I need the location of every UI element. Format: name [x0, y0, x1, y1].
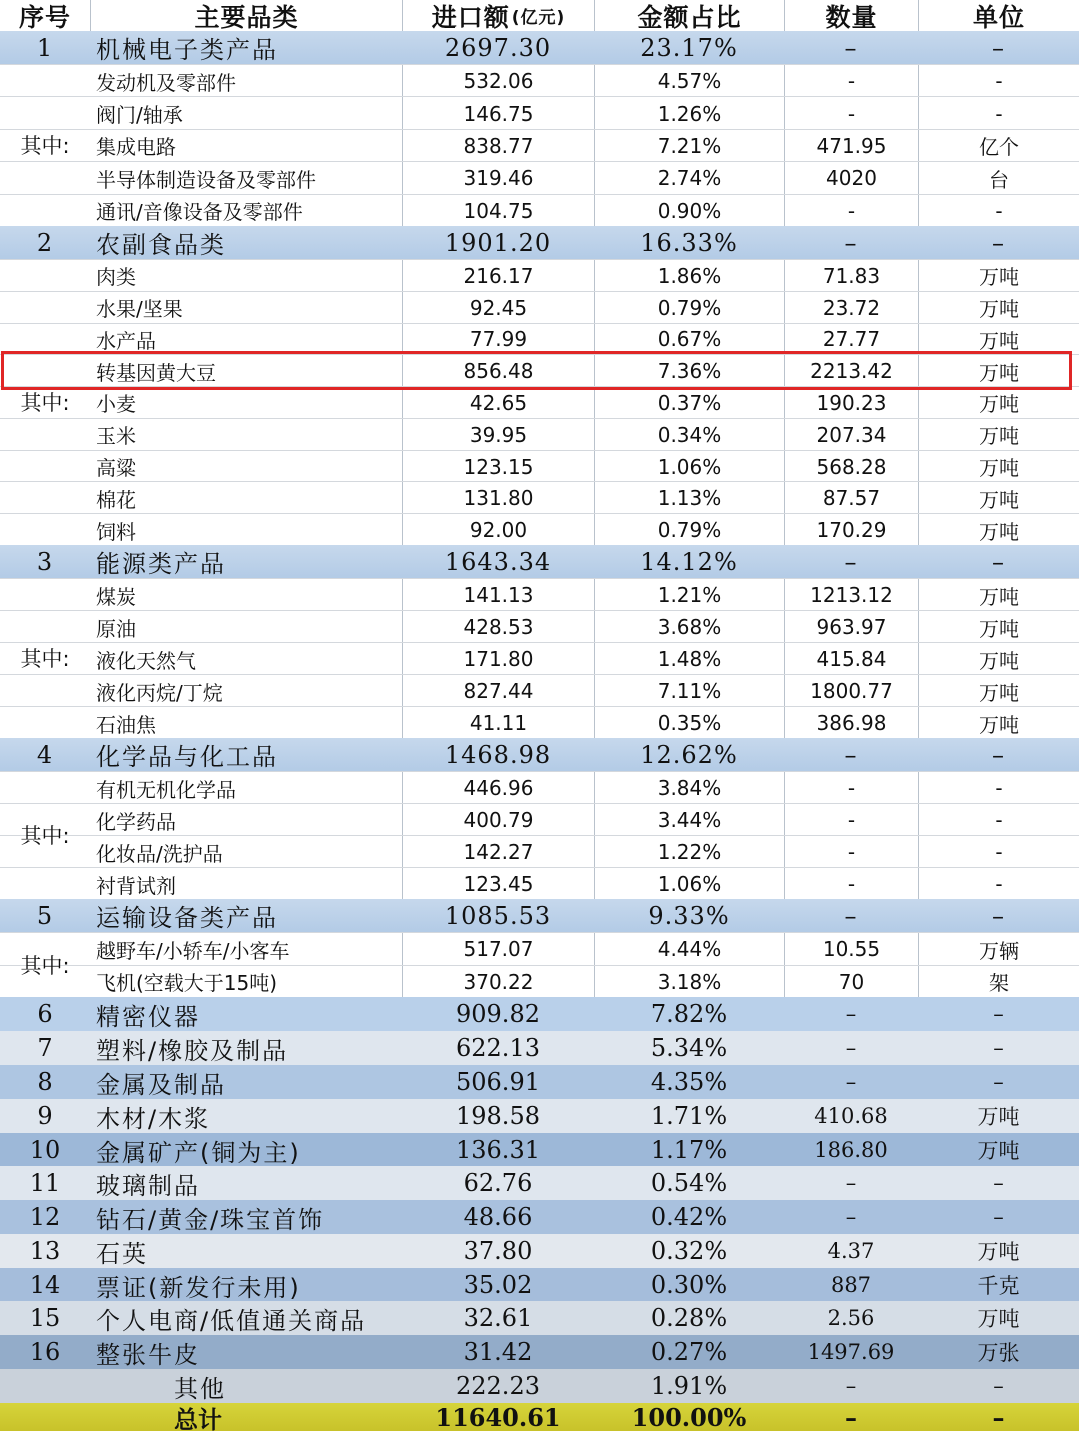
cell-qty: -	[784, 97, 918, 129]
cell-value: 141.13	[402, 579, 594, 611]
header-idx: 序号	[18, 2, 71, 32]
cell-qty: 1800.77	[784, 675, 918, 707]
cell-value: 532.06	[402, 65, 594, 97]
cell-qty: 2.56	[827, 1306, 875, 1330]
cell-pct: 0.54%	[650, 1169, 728, 1197]
item-row	[0, 386, 1079, 419]
category-row	[0, 1301, 1079, 1335]
total-row	[0, 1402, 1079, 1434]
cell-name: 木材/木浆	[96, 1104, 211, 1133]
cell-qty: 1213.12	[784, 579, 918, 611]
cell-unit: 亿个	[918, 130, 1079, 162]
category-row	[0, 1335, 1079, 1369]
cell-name: 石油焦	[96, 712, 156, 737]
cell-pct: 1.91%	[650, 1372, 728, 1400]
group-label: 其中:	[20, 953, 70, 978]
cell-pct: 0.27%	[650, 1338, 728, 1366]
cell-name: 原油	[96, 616, 136, 641]
cell-value: 216.17	[402, 260, 594, 292]
item-row	[0, 965, 1079, 999]
cell-unit: –	[992, 33, 1005, 62]
cell-qty: 568.28	[784, 451, 918, 483]
cell-unit: -	[918, 804, 1079, 836]
cell-unit: –	[992, 228, 1005, 257]
cell-value: 222.23	[456, 1372, 540, 1400]
item-row	[0, 354, 1079, 387]
cell-unit: 万吨	[918, 514, 1079, 546]
cell-qty: 170.29	[784, 514, 918, 546]
header-unit: 单位	[918, 0, 1079, 31]
cell-name: 运输设备类产品	[96, 904, 278, 932]
cell-qty: –	[845, 1036, 857, 1060]
cell-value: 123.45	[402, 868, 594, 900]
item-row	[0, 96, 1079, 129]
cell-name: 飞机(空载大于15吨)	[96, 971, 278, 996]
cell-pct: 0.42%	[650, 1203, 728, 1231]
cell-name: 总计	[174, 1404, 222, 1434]
cell-unit: 万辆	[918, 933, 1079, 966]
category-row	[0, 1268, 1079, 1302]
item-row	[0, 932, 1079, 966]
cell-value: 42.65	[402, 387, 594, 419]
cell-qty: 410.68	[814, 1104, 888, 1128]
cell-idx: 12	[29, 1203, 61, 1231]
cell-idx: 16	[29, 1338, 61, 1366]
item-row	[0, 578, 1079, 611]
cell-idx: 6	[37, 1000, 53, 1028]
cell-qty: 4.37	[827, 1239, 875, 1263]
cell-pct: 3.84%	[594, 772, 784, 804]
cell-value: 856.48	[402, 355, 594, 387]
item-row	[0, 450, 1079, 483]
cell-qty: 27.77	[784, 324, 918, 356]
cell-pct: 9.33%	[648, 901, 730, 930]
cell-value: 48.66	[463, 1203, 533, 1231]
category-row	[0, 1031, 1079, 1065]
item-row	[0, 674, 1079, 707]
cell-name: 高粱	[96, 456, 136, 481]
cell-pct: 3.18%	[594, 966, 784, 999]
cell-name: 钻石/黄金/珠宝首饰	[96, 1205, 325, 1234]
cell-value: 838.77	[402, 130, 594, 162]
cell-qty: –	[844, 901, 858, 930]
header-value-unit: (亿元)	[511, 8, 566, 28]
cell-unit: 万吨	[918, 260, 1079, 292]
cell-idx: 5	[36, 901, 54, 930]
cell-qty: 23.72	[784, 292, 918, 324]
cell-pct: 3.44%	[594, 804, 784, 836]
cell-name: 其他	[174, 1374, 226, 1403]
cell-unit: -	[918, 868, 1079, 900]
category-row	[0, 997, 1079, 1031]
header-name: 主要品类	[90, 0, 402, 31]
cell-value: 1468.98	[444, 740, 552, 769]
item-row	[0, 803, 1079, 836]
item-row	[0, 513, 1079, 546]
cell-pct: 7.36%	[594, 355, 784, 387]
item-row	[0, 481, 1079, 514]
cell-pct: 0.67%	[594, 324, 784, 356]
cell-unit: –	[993, 1205, 1004, 1229]
cell-qty: 386.98	[784, 707, 918, 739]
cell-pct: 1.13%	[594, 482, 784, 514]
cell-idx: 8	[37, 1068, 53, 1096]
cell-qty: –	[845, 1171, 857, 1195]
cell-qty: -	[784, 804, 918, 836]
category-row	[0, 226, 1079, 259]
cell-qty: -	[784, 195, 918, 227]
item-row	[0, 291, 1079, 324]
cell-pct: 0.79%	[594, 292, 784, 324]
cell-pct: 14.12%	[640, 547, 738, 576]
item-row	[0, 867, 1079, 900]
cell-unit: –	[992, 547, 1005, 576]
cell-qty: –	[844, 33, 858, 62]
cell-value: 142.27	[402, 836, 594, 868]
cell-unit: 万张	[977, 1341, 1020, 1365]
cell-idx: 1	[36, 33, 54, 62]
cell-pct: 0.30%	[650, 1271, 728, 1299]
cell-idx: 10	[29, 1136, 61, 1164]
cell-qty: –	[845, 1002, 857, 1026]
cell-qty: 2213.42	[784, 355, 918, 387]
header-value	[402, 0, 594, 31]
cell-value: 77.99	[402, 324, 594, 356]
cell-unit: –	[993, 1002, 1004, 1026]
cell-name: 发动机及零部件	[96, 70, 236, 95]
header-qty: 数量	[784, 0, 918, 31]
cell-unit: 架	[918, 966, 1079, 999]
cell-qty: 963.97	[784, 611, 918, 643]
cell-unit: 万吨	[918, 387, 1079, 419]
cell-qty: –	[844, 547, 858, 576]
cell-name: 集成电路	[96, 135, 176, 160]
cell-value: 32.61	[463, 1304, 533, 1332]
cell-value: 909.82	[456, 1000, 540, 1028]
cell-pct: 4.57%	[594, 65, 784, 97]
cell-idx: 11	[29, 1169, 61, 1197]
header-pct: 金额占比	[594, 0, 784, 31]
cell-unit: –	[993, 1070, 1004, 1094]
cell-value: 92.00	[402, 514, 594, 546]
item-row	[0, 771, 1079, 804]
cell-qty: 190.23	[784, 387, 918, 419]
cell-value: 37.80	[463, 1237, 533, 1265]
cell-value: 319.46	[402, 162, 594, 194]
cell-value: 428.53	[402, 611, 594, 643]
cell-idx: 7	[37, 1034, 53, 1062]
cell-pct: 0.79%	[594, 514, 784, 546]
cell-qty: -	[784, 836, 918, 868]
cell-value: 136.31	[456, 1136, 540, 1164]
cell-name: 棉花	[96, 487, 136, 512]
cell-value: 827.44	[402, 675, 594, 707]
cell-pct: 0.34%	[594, 419, 784, 451]
cell-unit: –	[993, 1171, 1004, 1195]
cell-unit: –	[993, 1374, 1004, 1398]
cell-pct: 7.82%	[650, 1000, 728, 1028]
cell-name: 化学品与化工品	[96, 743, 278, 771]
cell-pct: 0.37%	[594, 387, 784, 419]
cell-unit: 万吨	[977, 1307, 1020, 1331]
cell-idx: 15	[29, 1304, 61, 1332]
cell-pct: 0.32%	[650, 1237, 728, 1265]
header-value-label: 进口额	[431, 2, 510, 32]
item-row	[0, 194, 1079, 227]
cell-name: 能源类产品	[96, 550, 226, 578]
cell-unit: 千克	[977, 1274, 1020, 1298]
cell-unit: 万吨	[977, 1139, 1020, 1163]
cell-value: 2697.30	[444, 33, 552, 62]
cell-idx: 9	[37, 1102, 53, 1130]
cell-name: 石英	[96, 1239, 148, 1268]
cell-unit: 万吨	[918, 324, 1079, 356]
cell-pct: 1.06%	[594, 868, 784, 900]
cell-qty: 887	[830, 1273, 872, 1297]
cell-value: 31.42	[463, 1338, 533, 1366]
cell-unit: –	[992, 901, 1005, 930]
cell-qty: –	[844, 740, 858, 769]
cell-pct: 1.22%	[594, 836, 784, 868]
group-label: 其中:	[20, 134, 70, 158]
cell-unit: -	[918, 836, 1079, 868]
cell-qty: –	[844, 228, 858, 257]
cell-qty: 87.57	[784, 482, 918, 514]
cell-pct: 1.86%	[594, 260, 784, 292]
category-row	[0, 1133, 1079, 1167]
cell-qty: 186.80	[814, 1138, 888, 1162]
cell-name: 精密仪器	[96, 1002, 200, 1031]
item-row	[0, 259, 1079, 292]
cell-pct: 7.11%	[594, 675, 784, 707]
cell-value: 131.80	[402, 482, 594, 514]
cell-value: 123.15	[402, 451, 594, 483]
cell-value: 146.75	[402, 97, 594, 129]
item-row	[0, 64, 1079, 97]
cell-qty: 1497.69	[807, 1340, 895, 1364]
item-row	[0, 706, 1079, 739]
cell-pct: 1.48%	[594, 643, 784, 675]
item-row	[0, 835, 1079, 868]
cell-unit: 万吨	[918, 579, 1079, 611]
cell-value: 35.02	[463, 1271, 533, 1299]
cell-qty: 415.84	[784, 643, 918, 675]
category-row	[0, 1234, 1079, 1268]
cell-unit: 万吨	[918, 355, 1079, 387]
cell-qty: 207.34	[784, 419, 918, 451]
cell-value: 622.13	[456, 1034, 540, 1062]
cell-unit: 万吨	[918, 482, 1079, 514]
cell-name: 液化丙烷/丁烷	[96, 680, 223, 705]
category-row	[0, 899, 1079, 932]
item-row	[0, 642, 1079, 675]
cell-pct: 1.06%	[594, 451, 784, 483]
cell-idx: 4	[36, 740, 54, 769]
cell-name: 个人电商/低值通关商品	[96, 1306, 367, 1335]
cell-qty: -	[784, 868, 918, 900]
cell-pct: 4.44%	[594, 933, 784, 966]
cell-idx: 3	[36, 547, 54, 576]
category-row	[0, 1200, 1079, 1234]
cell-unit: 万吨	[918, 451, 1079, 483]
cell-qty: 471.95	[784, 130, 918, 162]
cell-pct: 0.28%	[650, 1304, 728, 1332]
cell-name: 票证(新发行未用)	[96, 1273, 301, 1302]
cell-name: 水果/坚果	[96, 297, 183, 322]
cell-pct: 12.62%	[640, 740, 738, 769]
cell-name: 金属及制品	[96, 1070, 226, 1099]
cell-name: 玉米	[96, 424, 136, 449]
cell-qty: -	[784, 772, 918, 804]
item-row	[0, 323, 1079, 356]
cell-idx: 13	[29, 1237, 61, 1265]
cell-value: 11640.61	[435, 1402, 561, 1432]
cell-name: 化学药品	[96, 809, 176, 834]
cell-name: 阀门/轴承	[96, 103, 183, 128]
cell-name: 液化天然气	[96, 648, 196, 673]
cell-pct: 1.26%	[594, 97, 784, 129]
cell-unit: -	[918, 97, 1079, 129]
cell-name: 整张牛皮	[96, 1340, 200, 1369]
cell-name: 有机无机化学品	[96, 777, 236, 802]
cell-value: 104.75	[402, 195, 594, 227]
cell-pct: 4.35%	[650, 1068, 728, 1096]
cell-value: 517.07	[402, 933, 594, 966]
cell-unit: -	[918, 195, 1079, 227]
category-row	[0, 1166, 1079, 1200]
cell-name: 衬背试剂	[96, 873, 176, 898]
cell-unit: 万吨	[918, 675, 1079, 707]
cell-name: 金属矿产(铜为主)	[96, 1138, 301, 1167]
item-row	[0, 418, 1079, 451]
cell-name: 水产品	[96, 328, 156, 353]
item-row	[0, 129, 1079, 162]
category-row	[0, 31, 1079, 64]
cell-pct: 2.74%	[594, 162, 784, 194]
item-row	[0, 161, 1079, 194]
cell-pct: 0.90%	[594, 195, 784, 227]
cell-unit: –	[993, 1036, 1004, 1060]
group-label: 其中:	[20, 824, 70, 848]
cell-qty: –	[845, 1402, 857, 1432]
cell-name: 塑料/橡胶及制品	[96, 1036, 289, 1065]
category-row	[0, 1369, 1079, 1403]
cell-qty: 70	[784, 966, 918, 999]
cell-value: 41.11	[402, 707, 594, 739]
cell-name: 化妆品/洗护品	[96, 841, 223, 866]
cell-name: 机械电子类产品	[96, 36, 278, 64]
cell-name: 肉类	[96, 265, 136, 290]
cell-pct: 100.00%	[631, 1402, 747, 1432]
cell-pct: 1.21%	[594, 579, 784, 611]
cell-name: 农副食品类	[96, 231, 226, 259]
cell-idx: 2	[36, 228, 54, 257]
cell-value: 370.22	[402, 966, 594, 999]
cell-name: 小麦	[96, 392, 136, 417]
cell-unit: 万吨	[918, 419, 1079, 451]
cell-name: 煤炭	[96, 584, 136, 609]
cell-pct: 3.68%	[594, 611, 784, 643]
category-row	[0, 545, 1079, 578]
cell-value: 92.45	[402, 292, 594, 324]
cell-name: 玻璃制品	[96, 1171, 200, 1200]
category-row	[0, 1065, 1079, 1099]
cell-value: 446.96	[402, 772, 594, 804]
cell-unit: 万吨	[918, 292, 1079, 324]
cell-name: 通讯/音像设备及零部件	[96, 200, 303, 225]
cell-unit: 万吨	[918, 643, 1079, 675]
cell-idx	[0, 1369, 90, 1403]
group-label: 其中:	[20, 647, 70, 671]
cell-unit: 万吨	[918, 707, 1079, 739]
cell-value: 1901.20	[444, 228, 552, 257]
cell-pct: 1.17%	[650, 1136, 728, 1164]
cell-name: 饲料	[96, 519, 136, 544]
cell-unit: 台	[918, 162, 1079, 194]
cell-qty: 10.55	[784, 933, 918, 966]
cell-qty: –	[845, 1374, 857, 1398]
cell-pct: 16.33%	[640, 228, 738, 257]
cell-name: 半导体制造设备及零部件	[96, 167, 316, 192]
group-label: 其中:	[20, 391, 70, 415]
cell-unit: 万吨	[977, 1240, 1020, 1264]
cell-unit: 万吨	[918, 611, 1079, 643]
cell-qty: -	[784, 65, 918, 97]
table-header	[0, 0, 1079, 32]
cell-name: 越野车/小轿车/小客车	[96, 938, 290, 963]
cell-value: 1643.34	[444, 547, 552, 576]
cell-qty: 71.83	[784, 260, 918, 292]
cell-unit: –	[992, 740, 1005, 769]
cell-qty: –	[845, 1205, 857, 1229]
cell-pct: 5.34%	[650, 1034, 728, 1062]
category-row	[0, 1099, 1079, 1133]
cell-value: 506.91	[456, 1068, 540, 1096]
cell-pct: 0.35%	[594, 707, 784, 739]
item-row	[0, 610, 1079, 643]
cell-value: 198.58	[456, 1102, 540, 1130]
category-row	[0, 738, 1079, 771]
cell-value: 400.79	[402, 804, 594, 836]
cell-pct: 7.21%	[594, 130, 784, 162]
cell-pct: 1.71%	[650, 1102, 728, 1130]
cell-unit: –	[992, 1402, 1005, 1432]
cell-value: 1085.53	[444, 901, 552, 930]
cell-unit: -	[918, 772, 1079, 804]
cell-unit: 万吨	[977, 1105, 1020, 1129]
cell-pct: 23.17%	[640, 33, 738, 62]
cell-idx: 14	[29, 1271, 61, 1299]
cell-qty: –	[845, 1070, 857, 1094]
cell-unit: -	[918, 65, 1079, 97]
cell-value: 171.80	[402, 643, 594, 675]
cell-value: 39.95	[402, 419, 594, 451]
cell-value: 62.76	[463, 1169, 533, 1197]
cell-qty: 4020	[784, 162, 918, 194]
cell-name: 转基因黄大豆	[96, 360, 216, 385]
